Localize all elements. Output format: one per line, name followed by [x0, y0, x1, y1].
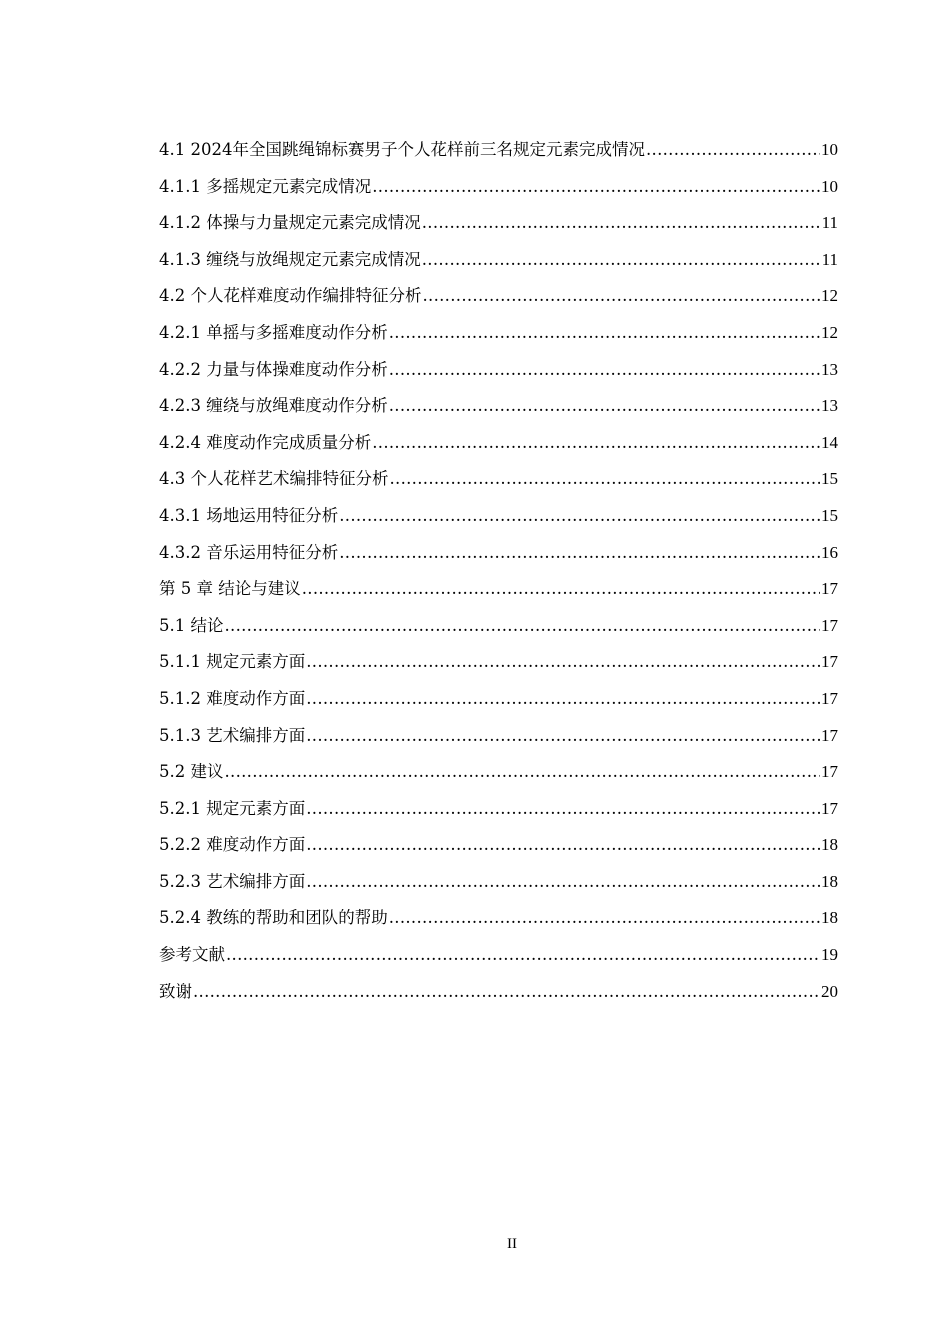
toc-entry-title: 5.2.4 教练的帮助和团队的帮助 [159, 908, 388, 928]
toc-entry-page: 11 [821, 213, 838, 233]
toc-entry-page: 18 [821, 835, 838, 855]
toc-entry-title: 4.3.2 音乐运用特征分析 [159, 542, 339, 562]
toc-entry[interactable] [159, 754, 838, 791]
toc-entry[interactable] [159, 974, 838, 1011]
toc-dot-leader [372, 425, 820, 462]
toc-entry-title: 4.1.1 多摇规定元素完成情况 [159, 176, 372, 196]
toc-dot-leader [372, 169, 820, 206]
toc-dot-leader [389, 315, 820, 352]
toc-entry[interactable] [159, 388, 838, 425]
toc-entry-title: 5.1.3 艺术编排方面 [159, 725, 306, 745]
toc-entry[interactable] [159, 132, 838, 169]
toc-entry-title: 4.2 个人花样难度动作编排特征分析 [159, 286, 422, 306]
toc-entry-title: 5.2 建议 [159, 762, 224, 782]
toc-entry[interactable] [159, 864, 838, 901]
toc-entry[interactable] [159, 169, 838, 206]
toc-dot-leader [306, 791, 820, 828]
toc-entry[interactable] [159, 827, 838, 864]
toc-dot-leader [422, 205, 821, 242]
toc-entry-title: 4.1 2024年全国跳绳锦标赛男子个人花样前三名规定元素完成情况 [159, 140, 645, 159]
toc-dot-leader [423, 278, 821, 315]
toc-dot-leader [422, 242, 821, 279]
toc-entry-title: 4.1.3 缠绕与放绳规定元素完成情况 [159, 249, 421, 269]
toc-entry[interactable] [159, 425, 838, 462]
toc-entry-title: 5.1.1 规定元素方面 [159, 652, 306, 672]
toc-entry-page: 12 [821, 286, 838, 306]
toc-entry-title: 4.2.4 难度动作完成质量分析 [159, 432, 372, 452]
toc-entry-title: 致谢 [159, 981, 192, 1001]
toc-entry-page: 17 [821, 579, 838, 599]
page-number: II [507, 1236, 517, 1252]
toc-entry-title: 第 5 章 结论与建议 [159, 579, 301, 599]
toc-dot-leader [646, 132, 820, 169]
toc-entry-title: 4.3.1 场地运用特征分析 [159, 505, 339, 525]
toc-dot-leader [390, 461, 821, 498]
toc-entry[interactable] [159, 718, 838, 755]
toc-entry-page: 18 [821, 871, 838, 891]
toc-entry-title: 参考文献 [159, 945, 225, 965]
toc-entry[interactable] [159, 937, 838, 974]
toc-entry[interactable] [159, 352, 838, 389]
toc-entry-title: 5.2.1 规定元素方面 [159, 798, 306, 818]
toc-entry[interactable] [159, 205, 838, 242]
toc-entry[interactable] [159, 900, 838, 937]
toc-entry-page: 17 [821, 725, 838, 745]
toc-entry[interactable] [159, 644, 838, 681]
toc-dot-leader [389, 388, 820, 425]
toc-entry-page: 20 [821, 981, 838, 1001]
toc-entry-page: 17 [821, 615, 838, 635]
toc-entry-page: 14 [821, 432, 838, 452]
toc-entry-title: 5.1 结论 [159, 615, 224, 635]
toc-dot-leader [225, 608, 821, 645]
toc-entry-page: 13 [821, 396, 838, 416]
toc-entry-page: 15 [821, 469, 838, 489]
toc-entry-title: 5.2.3 艺术编排方面 [159, 871, 306, 891]
toc-entry[interactable] [159, 791, 838, 828]
toc-entry-title: 4.2.3 缠绕与放绳难度动作分析 [159, 396, 388, 416]
toc-entry[interactable] [159, 278, 838, 315]
toc-entry[interactable] [159, 535, 838, 572]
toc-dot-leader [225, 754, 821, 791]
table-of-contents [159, 132, 838, 1010]
toc-entry-page: 11 [821, 249, 838, 269]
toc-entry-page: 17 [821, 798, 838, 818]
toc-entry-title: 4.2.2 力量与体操难度动作分析 [159, 359, 388, 379]
toc-entry-page: 18 [821, 908, 838, 928]
toc-entry-title: 5.1.2 难度动作方面 [159, 688, 306, 708]
toc-dot-leader [306, 644, 820, 681]
toc-entry-title: 4.3 个人花样艺术编排特征分析 [159, 469, 389, 489]
toc-entry[interactable] [159, 571, 838, 608]
toc-dot-leader [306, 681, 820, 718]
toc-dot-leader [193, 974, 820, 1011]
toc-entry-page: 17 [821, 652, 838, 672]
toc-entry[interactable] [159, 315, 838, 352]
toc-entry-page: 10 [821, 140, 838, 159]
toc-entry-page: 17 [821, 762, 838, 782]
toc-entry[interactable] [159, 242, 838, 279]
toc-entry-page: 12 [821, 322, 838, 342]
toc-entry-page: 16 [821, 542, 838, 562]
toc-entry-page: 19 [821, 945, 838, 965]
toc-entry[interactable] [159, 681, 838, 718]
toc-dot-leader [306, 864, 820, 901]
toc-dot-leader [339, 498, 820, 535]
toc-dot-leader [389, 900, 820, 937]
toc-entry-title: 5.2.2 难度动作方面 [159, 835, 306, 855]
toc-dot-leader [306, 827, 820, 864]
toc-dot-leader [339, 535, 820, 572]
toc-entry[interactable] [159, 498, 838, 535]
toc-dot-leader [389, 352, 820, 389]
toc-dot-leader [302, 571, 820, 608]
toc-entry-title: 4.1.2 体操与力量规定元素完成情况 [159, 213, 421, 233]
toc-dot-leader [226, 937, 820, 974]
toc-entry-page: 13 [821, 359, 838, 379]
toc-entry-title: 4.2.1 单摇与多摇难度动作分析 [159, 322, 388, 342]
toc-entry[interactable] [159, 608, 838, 645]
toc-entry-page: 17 [821, 688, 838, 708]
toc-dot-leader [306, 718, 820, 755]
toc-entry-page: 15 [821, 505, 838, 525]
toc-entry[interactable] [159, 461, 838, 498]
toc-entry-page: 10 [821, 176, 838, 196]
